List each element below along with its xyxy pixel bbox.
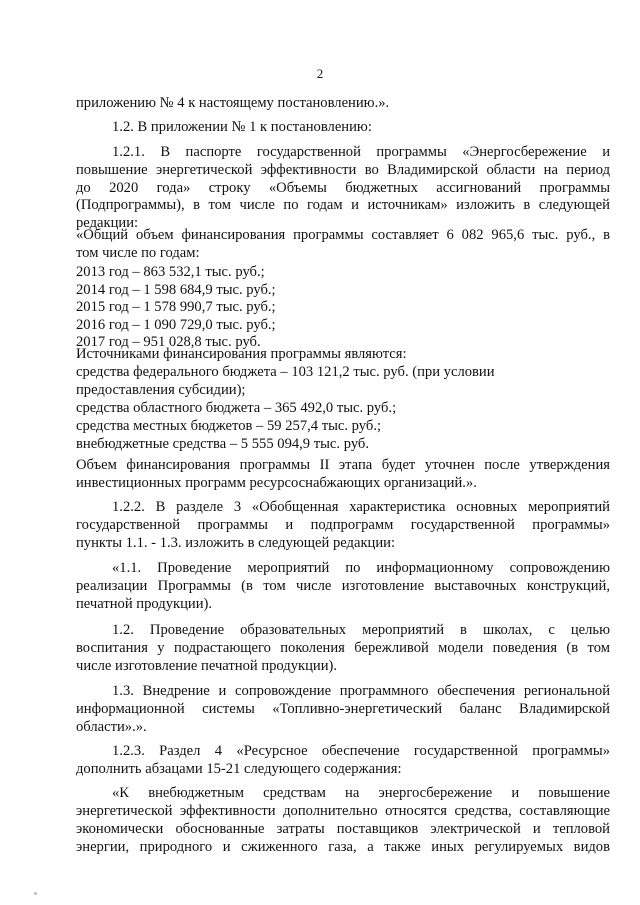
text-line: 1.3. Внедрение и сопровождение программного обеспечения региональной (112, 683, 610, 699)
text-line: государственной программы и подпрограмм государственной программы» (76, 517, 610, 533)
text-line: инвестиционных программ ресурсоснабжающих организаций.». (76, 475, 477, 491)
text-line: Источниками финансирования программы являются: (76, 346, 407, 362)
funding-by-year-list (76, 264, 610, 352)
text-line: воспитания у подрастающего поколения бережливой модели поведения (в том (76, 640, 610, 656)
text-line: «К внебюджетным средствам на энергосбережение и повышение (112, 785, 610, 801)
text-line: средства местных бюджетов – 59 257,4 тыс. руб.; (76, 418, 382, 434)
text-line: приложению № 4 к настоящему постановлению.». (76, 95, 390, 111)
text-line: 1.2.2. В разделе 3 «Обобщенная характеристика основных мероприятий (112, 499, 610, 515)
text-line: «Общий объем финансирования программы составляет 6 082 965,6 тыс. руб., в (76, 227, 610, 243)
paragraph-heading: 1.2. В приложении № 1 к постановлению: (112, 119, 372, 135)
text-line: 1.2.3. Раздел 4 «Ресурсное обеспечение государственной программы» (112, 743, 610, 759)
text-line: области».». (76, 719, 147, 735)
text-line: средства областного бюджета – 365 492,0 тыс. руб.; (76, 400, 397, 416)
page-number: 2 (316, 66, 324, 81)
text-line: том числе по годам: (76, 245, 200, 261)
text-line: пункты 1.1. - 1.3. изложить в следующей редакции: (76, 535, 396, 551)
text-line: 1.2.1. В паспорте государственной программы «Энергосбережение и (112, 144, 610, 160)
text-line: средства федерального бюджета – 103 121,2 тыс. руб. (при условии (76, 364, 495, 380)
text-line: дополнить абзацами 15-21 следующего содержания: (76, 761, 402, 777)
list-item: 2017 год – 951 028,8 тыс. руб. (76, 334, 261, 351)
text-line: 1.2. Проведение образовательных мероприятий в школах, с целью (112, 622, 610, 638)
text-line: информационной системы «Топливно-энергетический баланс Владимирской (76, 701, 610, 717)
list-item: 2014 год – 1 598 684,9 тыс. руб.; (76, 281, 276, 298)
text-line: числе изготовление печатной продукции). (76, 658, 338, 674)
text-line: энергии, природного и сжиженного газа, а также иных регулируемых видов (76, 839, 610, 855)
text-line: энергетической эффективности дополнительно относятся средства, составляющие (76, 803, 610, 819)
text-line: (Подпрограммы), в том числе по годам и источникам» изложить в следующей (76, 197, 610, 213)
text-line: внебюджетные средства – 5 555 094,9 тыс. руб. (76, 436, 369, 452)
text-line: редакции: (76, 215, 139, 231)
text-line: до 2020 года» строку «Объемы бюджетных ассигнований программы (76, 180, 610, 196)
list-item: 2015 год – 1 578 990,7 тыс. руб.; (76, 299, 276, 316)
text-line: экономически обоснованные затраты поставщиков электрической и тепловой (76, 821, 610, 837)
text-line: «1.1. Проведение мероприятий по информационному сопровождению (112, 560, 610, 576)
text-line: повышение энергетической эффективности во Владимирской области на период (76, 162, 610, 178)
scan-speck (34, 892, 37, 895)
list-item: 2013 год – 863 532,1 тыс. руб.; (76, 264, 265, 280)
text-line: предоставления субсидии); (76, 382, 246, 398)
list-item: 2016 год – 1 090 729,0 тыс. руб.; (76, 316, 276, 333)
text-line: печатной продукции). (76, 596, 213, 612)
text-line: Объем финансирования программы II этапа будет уточнен после утверждения (76, 457, 610, 473)
text-line: реализации Программы (в том числе изготовление выставочных конструкций, (76, 578, 610, 594)
